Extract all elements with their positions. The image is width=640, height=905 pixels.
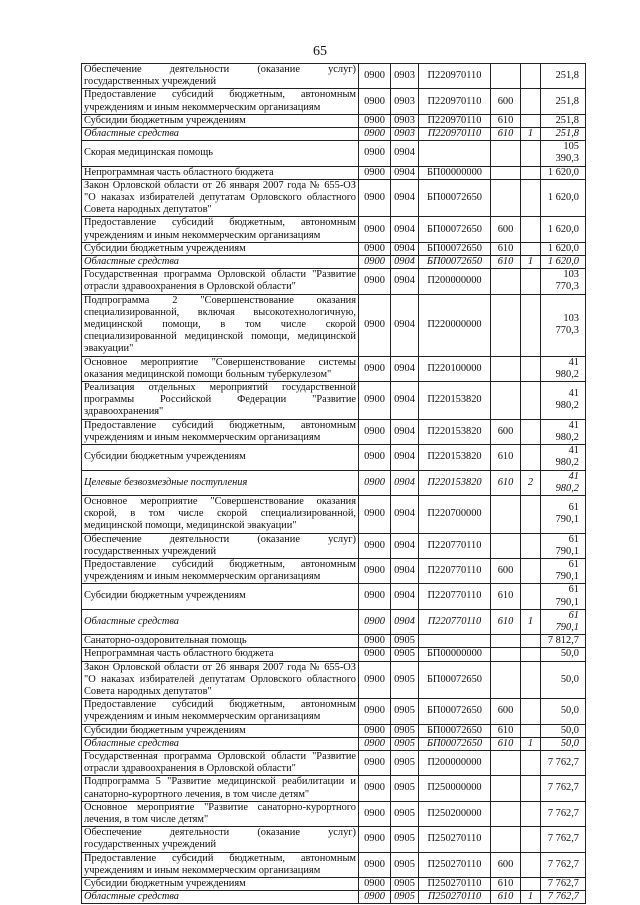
section-code: 0900 — [359, 584, 391, 609]
subsection-code: 0904 — [391, 242, 419, 255]
funding-source-code: 1 — [521, 609, 541, 634]
target-article-code: П200000000 — [419, 269, 491, 294]
table-row — [82, 699, 586, 724]
budget-table-body — [82, 64, 586, 904]
subsection-code: 0905 — [391, 724, 419, 737]
row-description: Обеспечение деятельности (оказание услуг) государственных учреждений — [82, 533, 359, 558]
target-article-code: П250270110 — [419, 878, 491, 891]
funding-source-code: 1 — [521, 891, 541, 904]
section-code: 0900 — [359, 242, 391, 255]
table-row — [82, 801, 586, 826]
table-row — [82, 878, 586, 891]
section-code: 0900 — [359, 356, 391, 381]
target-article-code: П250270110 — [419, 891, 491, 904]
expense-type-code — [491, 750, 521, 775]
table-row — [82, 128, 586, 141]
subsection-code: 0905 — [391, 776, 419, 801]
target-article-code: П220970110 — [419, 114, 491, 127]
expense-type-code — [491, 141, 521, 166]
funding-source-code — [521, 141, 541, 166]
amount: 103 770,3 — [541, 269, 586, 294]
amount: 50,0 — [541, 724, 586, 737]
row-description: Предоставление субсидий бюджетным, автономным учреждениям и иным некоммерческим организациям — [82, 699, 359, 724]
section-code: 0900 — [359, 445, 391, 470]
expense-type-code: 600 — [491, 699, 521, 724]
table-row — [82, 356, 586, 381]
section-code: 0900 — [359, 852, 391, 877]
subsection-code: 0904 — [391, 609, 419, 634]
section-code: 0900 — [359, 609, 391, 634]
row-description: Субсидии бюджетным учреждениям — [82, 878, 359, 891]
table-row — [82, 852, 586, 877]
funding-source-code — [521, 776, 541, 801]
table-row — [82, 648, 586, 661]
table-row — [82, 242, 586, 255]
table-row — [82, 294, 586, 356]
expense-type-code — [491, 801, 521, 826]
target-article-code: П220970110 — [419, 128, 491, 141]
row-description: Непрограммная часть областного бюджета — [82, 166, 359, 179]
subsection-code: 0905 — [391, 878, 419, 891]
row-description: Санаторно-оздоровительная помощь — [82, 635, 359, 648]
funding-source-code — [521, 584, 541, 609]
amount: 50,0 — [541, 737, 586, 750]
expense-type-code: 610 — [491, 584, 521, 609]
row-description: Предоставление субсидий бюджетным, автономным учреждениям и иным некоммерческим организациям — [82, 217, 359, 242]
amount: 251,8 — [541, 64, 586, 89]
amount: 1 620,0 — [541, 242, 586, 255]
page-number: 65 — [313, 44, 327, 59]
target-article-code: БП00072650 — [419, 217, 491, 242]
section-code: 0900 — [359, 64, 391, 89]
section-code: 0900 — [359, 141, 391, 166]
funding-source-code — [521, 356, 541, 381]
expense-type-code: 600 — [491, 89, 521, 114]
subsection-code: 0905 — [391, 699, 419, 724]
section-code: 0900 — [359, 827, 391, 852]
row-description: Субсидии бюджетным учреждениям — [82, 114, 359, 127]
target-article-code: БП00072650 — [419, 661, 491, 699]
funding-source-code — [521, 242, 541, 255]
expense-type-code: 610 — [491, 256, 521, 269]
target-article-code: БП00000000 — [419, 166, 491, 179]
table-row — [82, 533, 586, 558]
expense-type-code: 610 — [491, 470, 521, 495]
amount: 1 620,0 — [541, 256, 586, 269]
funding-source-code — [521, 89, 541, 114]
funding-source-code — [521, 166, 541, 179]
amount: 251,8 — [541, 128, 586, 141]
expense-type-code: 610 — [491, 878, 521, 891]
expense-type-code: 610 — [491, 724, 521, 737]
section-code: 0900 — [359, 878, 391, 891]
funding-source-code — [521, 419, 541, 444]
section-code: 0900 — [359, 648, 391, 661]
section-code: 0900 — [359, 269, 391, 294]
funding-source-code: 2 — [521, 470, 541, 495]
funding-source-code — [521, 269, 541, 294]
funding-source-code — [521, 64, 541, 89]
funding-source-code: 1 — [521, 737, 541, 750]
expense-type-code — [491, 495, 521, 533]
expense-type-code: 600 — [491, 852, 521, 877]
section-code: 0900 — [359, 776, 391, 801]
subsection-code: 0905 — [391, 801, 419, 826]
target-article-code: П250270110 — [419, 852, 491, 877]
amount: 61 790,1 — [541, 533, 586, 558]
funding-source-code — [521, 750, 541, 775]
amount: 50,0 — [541, 661, 586, 699]
subsection-code: 0904 — [391, 382, 419, 420]
table-row — [82, 470, 586, 495]
funding-source-code — [521, 495, 541, 533]
table-row — [82, 891, 586, 904]
row-description: Целевые безвозмездные поступления — [82, 470, 359, 495]
expense-type-code: 610 — [491, 891, 521, 904]
section-code: 0900 — [359, 737, 391, 750]
amount: 7 762,7 — [541, 801, 586, 826]
row-description: Подпрограмма 5 "Развитие медицинской реабилитации и санаторно-курортного лечения, в том числе детям" — [82, 776, 359, 801]
table-row — [82, 558, 586, 583]
expense-type-code: 610 — [491, 445, 521, 470]
table-row — [82, 141, 586, 166]
amount: 251,8 — [541, 114, 586, 127]
target-article-code: П200000000 — [419, 750, 491, 775]
amount: 41 980,2 — [541, 382, 586, 420]
row-description: Областные средства — [82, 256, 359, 269]
section-code: 0900 — [359, 382, 391, 420]
target-article-code: БП00072650 — [419, 724, 491, 737]
funding-source-code — [521, 179, 541, 217]
funding-source-code — [521, 114, 541, 127]
row-description: Субсидии бюджетным учреждениям — [82, 242, 359, 255]
table-row — [82, 419, 586, 444]
row-description: Подпрограмма 2 "Совершенствование оказания специализированной, включая высокотехнологичную, медицинской помощи, в том числе скорой специализированной медицинской помощи, медицинской эвакуации" — [82, 294, 359, 356]
table-row — [82, 776, 586, 801]
target-article-code: П220153820 — [419, 382, 491, 420]
row-description: Непрограммная часть областного бюджета — [82, 648, 359, 661]
subsection-code: 0904 — [391, 419, 419, 444]
table-row — [82, 827, 586, 852]
amount: 1 620,0 — [541, 166, 586, 179]
expense-type-code — [491, 64, 521, 89]
funding-source-code — [521, 558, 541, 583]
expense-type-code — [491, 356, 521, 381]
section-code: 0900 — [359, 179, 391, 217]
row-description: Областные средства — [82, 609, 359, 634]
funding-source-code — [521, 827, 541, 852]
amount: 7 762,7 — [541, 776, 586, 801]
funding-source-code: 1 — [521, 128, 541, 141]
subsection-code: 0904 — [391, 533, 419, 558]
row-description: Обеспечение деятельности (оказание услуг) государственных учреждений — [82, 827, 359, 852]
table-row — [82, 661, 586, 699]
row-description: Закон Орловской области от 26 января 2007 года № 655-ОЗ "О наказах избирателей депутатам Орловского областного Совета народных депутатов" — [82, 661, 359, 699]
row-description: Обеспечение деятельности (оказание услуг) государственных учреждений — [82, 64, 359, 89]
row-description: Областные средства — [82, 737, 359, 750]
target-article-code — [419, 141, 491, 166]
subsection-code: 0904 — [391, 166, 419, 179]
table-row — [82, 382, 586, 420]
row-description: Скорая медицинская помощь — [82, 141, 359, 166]
funding-source-code — [521, 294, 541, 356]
funding-source-code — [521, 801, 541, 826]
row-description: Предоставление субсидий бюджетным, автономным учреждениям и иным некоммерческим организациям — [82, 89, 359, 114]
row-description: Предоставление субсидий бюджетным, автономным учреждениям и иным некоммерческим организациям — [82, 852, 359, 877]
section-code: 0900 — [359, 533, 391, 558]
subsection-code: 0904 — [391, 356, 419, 381]
section-code: 0900 — [359, 89, 391, 114]
section-code: 0900 — [359, 635, 391, 648]
row-description: Реализация отдельных мероприятий государственной программы Российской Федерации "Развитие здравоохранения" — [82, 382, 359, 420]
amount: 50,0 — [541, 648, 586, 661]
table-row — [82, 179, 586, 217]
row-description: Областные средства — [82, 128, 359, 141]
section-code: 0900 — [359, 166, 391, 179]
expense-type-code: 610 — [491, 242, 521, 255]
amount: 61 790,1 — [541, 584, 586, 609]
section-code: 0900 — [359, 891, 391, 904]
table-row — [82, 114, 586, 127]
section-code: 0900 — [359, 661, 391, 699]
subsection-code: 0904 — [391, 584, 419, 609]
section-code: 0900 — [359, 750, 391, 775]
target-article-code: БП00072650 — [419, 179, 491, 217]
funding-source-code — [521, 217, 541, 242]
funding-source-code — [521, 852, 541, 877]
row-description: Основное мероприятие "Развитие санаторно-курортного лечения, в том числе детям" — [82, 801, 359, 826]
amount: 50,0 — [541, 699, 586, 724]
target-article-code: П250000000 — [419, 776, 491, 801]
expense-type-code — [491, 635, 521, 648]
section-code: 0900 — [359, 558, 391, 583]
expense-type-code — [491, 179, 521, 217]
amount: 103 770,3 — [541, 294, 586, 356]
target-article-code: П220770110 — [419, 558, 491, 583]
section-code: 0900 — [359, 114, 391, 127]
amount: 251,8 — [541, 89, 586, 114]
table-row — [82, 750, 586, 775]
subsection-code: 0904 — [391, 470, 419, 495]
section-code: 0900 — [359, 217, 391, 242]
subsection-code: 0905 — [391, 635, 419, 648]
expense-type-code: 610 — [491, 128, 521, 141]
subsection-code: 0904 — [391, 256, 419, 269]
funding-source-code — [521, 533, 541, 558]
expense-type-code: 610 — [491, 609, 521, 634]
target-article-code — [419, 635, 491, 648]
expense-type-code: 610 — [491, 114, 521, 127]
row-description: Основное мероприятие "Совершенствование оказания скорой, в том числе скорой специализированной, медицинской помощи, медицинской эвакуации" — [82, 495, 359, 533]
amount: 1 620,0 — [541, 179, 586, 217]
expense-type-code — [491, 827, 521, 852]
expense-type-code — [491, 776, 521, 801]
target-article-code: П220100000 — [419, 356, 491, 381]
table-row — [82, 64, 586, 89]
subsection-code: 0905 — [391, 852, 419, 877]
section-code: 0900 — [359, 470, 391, 495]
row-description: Субсидии бюджетным учреждениям — [82, 445, 359, 470]
target-article-code: БП00072650 — [419, 242, 491, 255]
subsection-code: 0903 — [391, 128, 419, 141]
expense-type-code — [491, 533, 521, 558]
target-article-code: П220000000 — [419, 294, 491, 356]
funding-source-code — [521, 445, 541, 470]
target-article-code: БП00072650 — [419, 256, 491, 269]
target-article-code: БП00072650 — [419, 699, 491, 724]
expense-type-code — [491, 269, 521, 294]
target-article-code: П220770110 — [419, 584, 491, 609]
funding-source-code — [521, 699, 541, 724]
expense-type-code: 600 — [491, 217, 521, 242]
target-article-code: П220700000 — [419, 495, 491, 533]
row-description: Государственная программа Орловской области "Развитие отрасли здравоохранения в Орловской области" — [82, 269, 359, 294]
table-row — [82, 724, 586, 737]
section-code: 0900 — [359, 801, 391, 826]
table-row — [82, 445, 586, 470]
section-code: 0900 — [359, 495, 391, 533]
funding-source-code — [521, 382, 541, 420]
subsection-code: 0904 — [391, 217, 419, 242]
subsection-code: 0905 — [391, 648, 419, 661]
table-row — [82, 269, 586, 294]
expense-type-code — [491, 294, 521, 356]
amount: 7 762,7 — [541, 878, 586, 891]
amount: 61 790,1 — [541, 558, 586, 583]
table-row — [82, 609, 586, 634]
target-article-code: П220153820 — [419, 470, 491, 495]
table-row — [82, 737, 586, 750]
subsection-code: 0904 — [391, 558, 419, 583]
section-code: 0900 — [359, 294, 391, 356]
subsection-code: 0905 — [391, 891, 419, 904]
section-code: 0900 — [359, 128, 391, 141]
table-row — [82, 89, 586, 114]
funding-source-code: 1 — [521, 256, 541, 269]
funding-source-code — [521, 635, 541, 648]
amount: 105 390,3 — [541, 141, 586, 166]
row-description: Основное мероприятие "Совершенствование системы оказания медицинской помощи больным туберкулезом" — [82, 356, 359, 381]
target-article-code: БП00072650 — [419, 737, 491, 750]
amount: 41 980,2 — [541, 445, 586, 470]
budget-table — [81, 63, 586, 904]
target-article-code: БП00000000 — [419, 648, 491, 661]
target-article-code: П220770110 — [419, 533, 491, 558]
section-code: 0900 — [359, 699, 391, 724]
subsection-code: 0903 — [391, 89, 419, 114]
target-article-code: П250270110 — [419, 827, 491, 852]
target-article-code: П220153820 — [419, 419, 491, 444]
table-row — [82, 584, 586, 609]
expense-type-code: 600 — [491, 419, 521, 444]
expense-type-code: 610 — [491, 737, 521, 750]
table-row — [82, 166, 586, 179]
subsection-code: 0904 — [391, 445, 419, 470]
table-row — [82, 217, 586, 242]
expense-type-code — [491, 382, 521, 420]
subsection-code: 0903 — [391, 64, 419, 89]
row-description: Субсидии бюджетным учреждениям — [82, 584, 359, 609]
section-code: 0900 — [359, 256, 391, 269]
section-code: 0900 — [359, 419, 391, 444]
expense-type-code — [491, 166, 521, 179]
subsection-code: 0905 — [391, 661, 419, 699]
amount: 61 790,1 — [541, 495, 586, 533]
amount: 7 762,7 — [541, 852, 586, 877]
funding-source-code — [521, 724, 541, 737]
row-description: Государственная программа Орловской области "Развитие отрасли здравоохранения в Орловской области" — [82, 750, 359, 775]
subsection-code: 0905 — [391, 750, 419, 775]
funding-source-code — [521, 661, 541, 699]
funding-source-code — [521, 648, 541, 661]
subsection-code: 0905 — [391, 737, 419, 750]
expense-type-code: 600 — [491, 558, 521, 583]
amount: 61 790,1 — [541, 609, 586, 634]
amount: 41 980,2 — [541, 356, 586, 381]
row-description: Предоставление субсидий бюджетным, автономным учреждениям и иным некоммерческим организациям — [82, 419, 359, 444]
subsection-code: 0904 — [391, 269, 419, 294]
amount: 7 762,7 — [541, 891, 586, 904]
subsection-code: 0904 — [391, 179, 419, 217]
target-article-code: П220770110 — [419, 609, 491, 634]
subsection-code: 0905 — [391, 827, 419, 852]
target-article-code: П220970110 — [419, 64, 491, 89]
expense-type-code — [491, 661, 521, 699]
amount: 7 762,7 — [541, 750, 586, 775]
row-description: Закон Орловской области от 26 января 2007 года № 655-ОЗ "О наказах избирателей депутатам Орловского областного Совета народных депутатов" — [82, 179, 359, 217]
expense-type-code — [491, 648, 521, 661]
target-article-code: П220970110 — [419, 89, 491, 114]
funding-source-code — [521, 878, 541, 891]
table-row — [82, 495, 586, 533]
table-row — [82, 256, 586, 269]
amount: 7 812,7 — [541, 635, 586, 648]
amount: 41 980,2 — [541, 419, 586, 444]
row-description: Субсидии бюджетным учреждениям — [82, 724, 359, 737]
target-article-code: П220153820 — [419, 445, 491, 470]
subsection-code: 0904 — [391, 294, 419, 356]
row-description: Областные средства — [82, 891, 359, 904]
amount: 1 620,0 — [541, 217, 586, 242]
target-article-code: П250200000 — [419, 801, 491, 826]
subsection-code: 0904 — [391, 495, 419, 533]
table-row — [82, 635, 586, 648]
section-code: 0900 — [359, 724, 391, 737]
amount: 7 762,7 — [541, 827, 586, 852]
amount: 41 980,2 — [541, 470, 586, 495]
subsection-code: 0904 — [391, 141, 419, 166]
subsection-code: 0903 — [391, 114, 419, 127]
row-description: Предоставление субсидий бюджетным, автономным учреждениям и иным некоммерческим организациям — [82, 558, 359, 583]
